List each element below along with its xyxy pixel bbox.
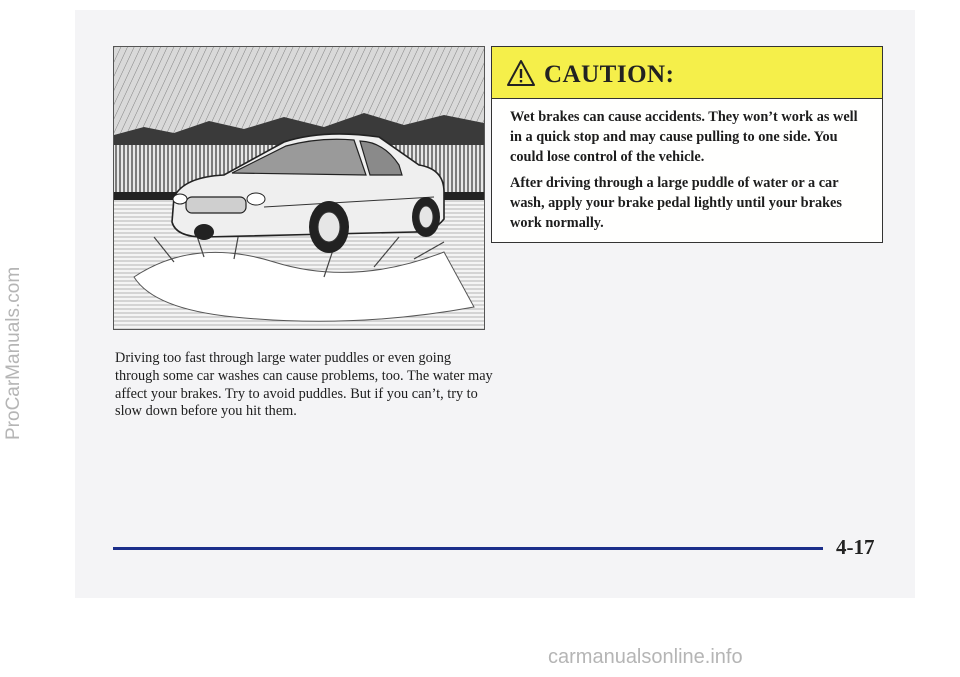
bottom-watermark: carmanualsonline.info <box>548 646 743 668</box>
caution-box <box>491 46 883 243</box>
page-number: 4-17 <box>836 535 875 559</box>
caution-title: CAUTION: <box>544 60 675 88</box>
car-puddle-illustration <box>113 46 485 330</box>
footer-rule <box>113 547 823 550</box>
body-paragraph: Driving too fast through large water puddles or even going through some car washes can cause problems, too. The water may affect your brakes. Try to avoid puddles. But if you can’t, try to slow down before you hit them. <box>115 350 493 420</box>
warning-triangle-icon <box>506 59 536 87</box>
caution-header <box>492 47 882 99</box>
caution-paragraph-2: After driving through a large puddle of water or a car wash, apply your brake pedal lightly until your brakes work normally. <box>510 175 842 231</box>
caution-body <box>492 99 882 233</box>
side-watermark-text: ProCarManuals.com <box>3 266 24 440</box>
caution-paragraph-1: Wet brakes can cause accidents. They won’t work as well in a quick stop and may cause pulling to one side. You could lose control of the vehicle. <box>510 109 858 165</box>
